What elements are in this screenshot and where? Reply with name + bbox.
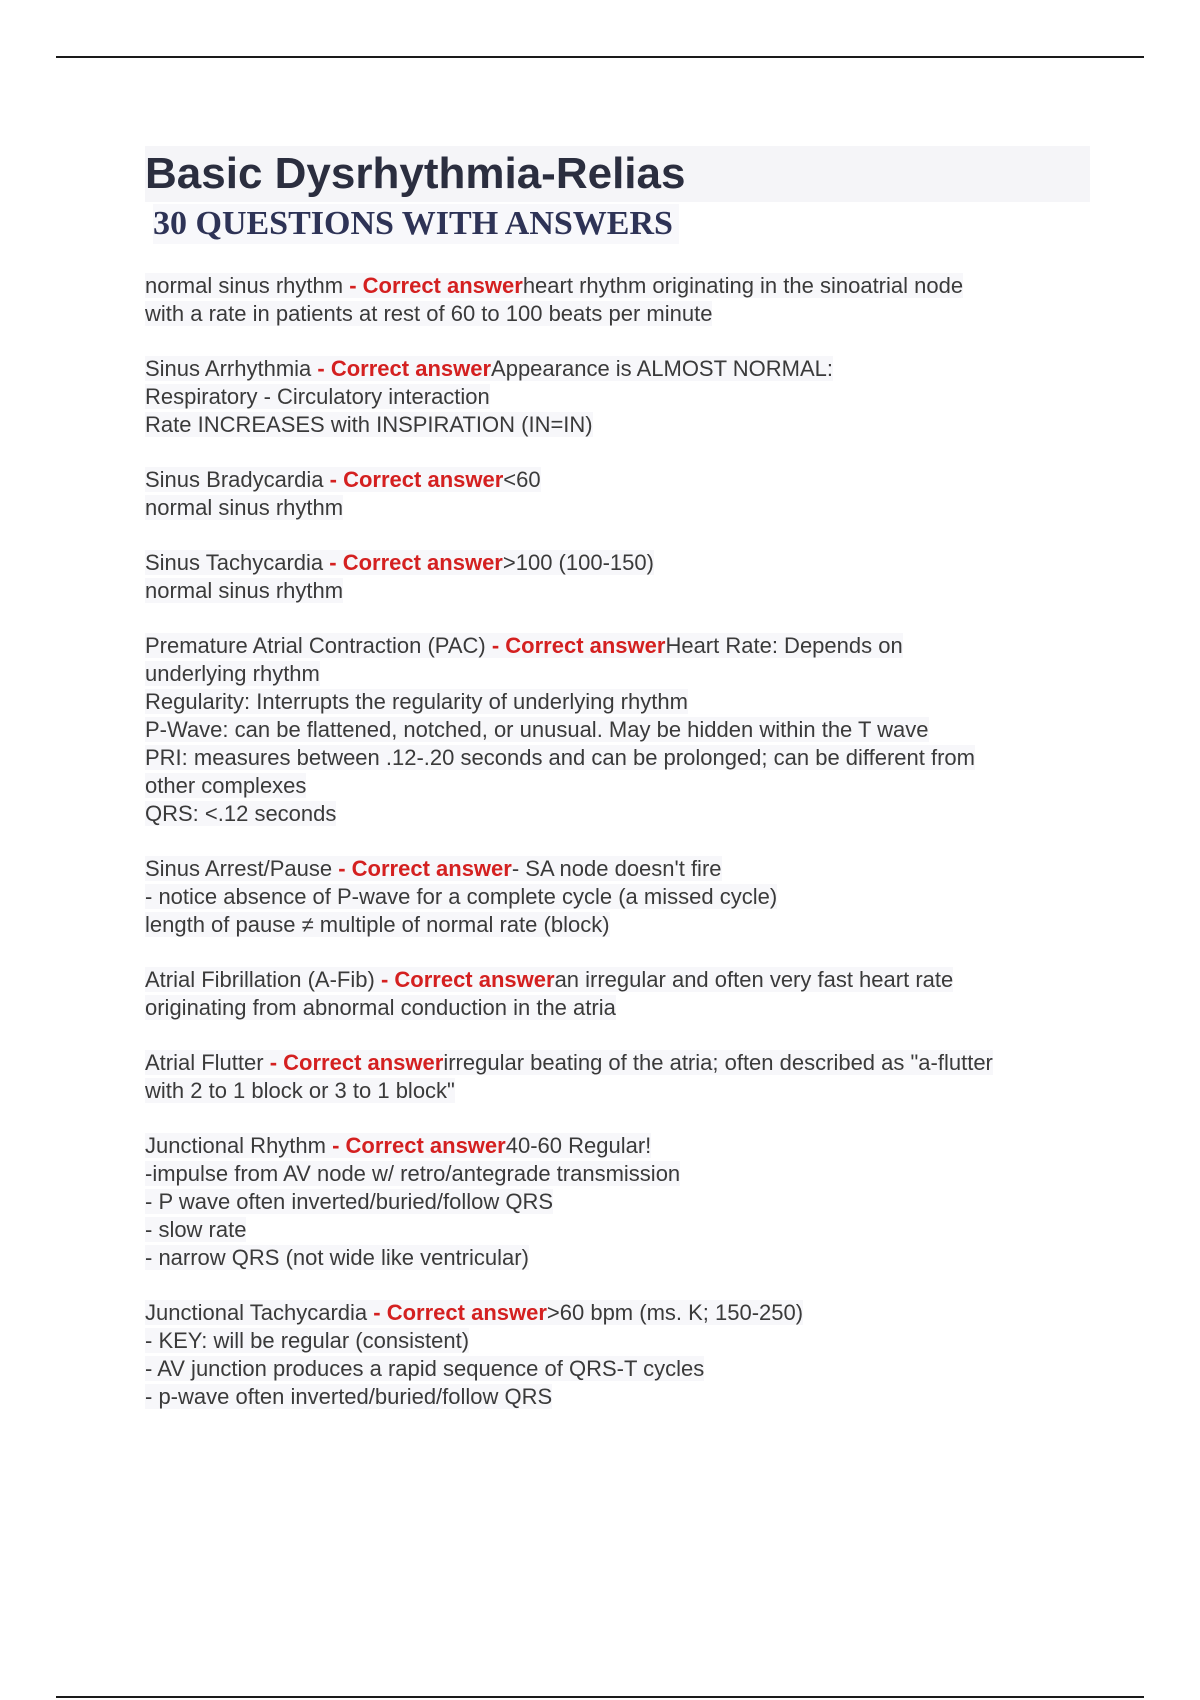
qa-answer-line [145, 772, 1090, 800]
qa-answer: <60 [503, 467, 541, 492]
correct-answer-label: - Correct answer [323, 550, 503, 575]
qa-answer-text: - notice absence of P-wave for a complete cycle (a missed cycle) [145, 884, 778, 909]
qa-answer-text: QRS: <.12 seconds [145, 801, 337, 826]
qa-answer-line [145, 1327, 1090, 1355]
document-body [145, 146, 1090, 1438]
qa-answer-line [145, 411, 1090, 439]
correct-answer-label: - Correct answer [332, 856, 512, 881]
qa-answer-line [145, 1383, 1090, 1411]
qa-answer-line [145, 494, 1090, 522]
qa-answer-line [145, 1160, 1090, 1188]
qa-answer-line [145, 577, 1090, 605]
qa-answer-text: normal sinus rhythm [145, 495, 344, 520]
qa-answer-line [145, 883, 1090, 911]
qa-answer: Appearance is ALMOST NORMAL: [491, 356, 833, 381]
qa-first-line [145, 966, 1090, 994]
qa-answer-line [145, 1244, 1090, 1272]
correct-answer-label: - Correct answer [485, 633, 666, 658]
qa-line-highlight [145, 550, 654, 575]
qa-first-line [145, 855, 1090, 883]
document-title: Basic Dysrhythmia-Relias [145, 149, 686, 198]
qa-answer: an irregular and often very fast heart rate [554, 967, 954, 992]
title-band [145, 146, 1090, 202]
qa-item [145, 466, 1090, 522]
document-subtitle: 30 QUESTIONS WITH ANSWERS [153, 204, 679, 244]
qa-first-line [145, 1299, 1090, 1327]
qa-answer-text: -impulse from AV node w/ retro/antegrade transmission [145, 1161, 681, 1186]
qa-line-highlight [145, 273, 963, 298]
qa-first-line [145, 1132, 1090, 1160]
correct-answer-label: - Correct answer [374, 967, 555, 992]
qa-item [145, 355, 1090, 439]
qa-first-line [145, 1049, 1090, 1077]
qa-item [145, 1299, 1090, 1411]
qa-term: Junctional Tachycardia [145, 1300, 368, 1325]
qa-answer-text: normal sinus rhythm [145, 578, 344, 603]
qa-first-line [145, 632, 1090, 660]
qa-item [145, 272, 1090, 328]
correct-answer-label: - Correct answer [311, 356, 492, 381]
qa-answer-line [145, 300, 1090, 328]
correct-answer-label: - Correct answer [343, 273, 523, 298]
bottom-rule [56, 1696, 1144, 1698]
qa-line-highlight [145, 1050, 993, 1075]
qa-answer-text: - narrow QRS (not wide like ventricular) [145, 1245, 529, 1270]
qa-answer-text: Respiratory - Circulatory interaction [145, 384, 490, 409]
qa-line-highlight [145, 1133, 651, 1158]
qa-line-highlight [145, 856, 722, 881]
qa-answer-text: with 2 to 1 block or 3 to 1 block" [145, 1078, 455, 1103]
qa-answer-line [145, 994, 1090, 1022]
qa-item [145, 549, 1090, 605]
qa-answer-text: with a rate in patients at rest of 60 to 100 beats per minute [145, 301, 713, 326]
qa-answer-line [145, 1216, 1090, 1244]
qa-item [145, 632, 1090, 828]
qa-answer-text: length of pause ≠ multiple of normal rate (block) [145, 912, 610, 937]
top-rule [56, 56, 1144, 58]
qa-term: normal sinus rhythm [145, 273, 344, 298]
qa-answer-text: - KEY: will be regular (consistent) [145, 1328, 470, 1353]
qa-answer-line [145, 383, 1090, 411]
qa-list [145, 272, 1090, 1411]
qa-line-highlight [145, 967, 953, 992]
qa-answer-text: originating from abnormal conduction in the atria [145, 995, 616, 1020]
qa-first-line [145, 549, 1090, 577]
qa-term: Premature Atrial Contraction (PAC) [145, 633, 486, 658]
qa-answer: irregular beating of the atria; often described as "a-flutter [443, 1050, 993, 1075]
qa-item [145, 1049, 1090, 1105]
qa-answer-line [145, 688, 1090, 716]
qa-term: Atrial Flutter [145, 1050, 264, 1075]
qa-line-highlight [145, 1300, 803, 1325]
qa-term: Junctional Rhythm [145, 1133, 326, 1158]
qa-answer-text: - P wave often inverted/buried/follow QRS [145, 1189, 554, 1214]
qa-answer-text: - p-wave often inverted/buried/follow QRS [145, 1384, 553, 1409]
qa-term: Sinus Arrhythmia [145, 356, 312, 381]
qa-first-line [145, 466, 1090, 494]
qa-answer: 40-60 Regular! [505, 1133, 652, 1158]
qa-answer-text: other complexes [145, 773, 307, 798]
qa-answer-text: - AV junction produces a rapid sequence of QRS-T cycles [145, 1356, 705, 1381]
qa-first-line [145, 355, 1090, 383]
qa-first-line [145, 272, 1090, 300]
qa-answer-text: underlying rhythm [145, 661, 320, 686]
qa-answer-line [145, 660, 1090, 688]
qa-answer: heart rhythm originating in the sinoatrial node [522, 273, 964, 298]
qa-term: Atrial Fibrillation (A-Fib) [145, 967, 375, 992]
qa-line-highlight [145, 467, 541, 492]
qa-answer-line [145, 716, 1090, 744]
qa-answer-line [145, 1355, 1090, 1383]
qa-term: Sinus Bradycardia [145, 467, 324, 492]
qa-answer-line [145, 1188, 1090, 1216]
correct-answer-label: - Correct answer [323, 467, 504, 492]
qa-term: Sinus Tachycardia [145, 550, 324, 575]
qa-item [145, 855, 1090, 939]
qa-answer-line [145, 800, 1090, 828]
correct-answer-label: - Correct answer [367, 1300, 547, 1325]
qa-item [145, 966, 1090, 1022]
qa-line-highlight [145, 633, 903, 658]
qa-answer-line [145, 911, 1090, 939]
qa-item [145, 1132, 1090, 1272]
qa-answer-text: PRI: measures between .12-.20 seconds and can be prolonged; can be different from [145, 745, 975, 770]
correct-answer-label: - Correct answer [325, 1133, 506, 1158]
qa-answer: >60 bpm (ms. K; 150-250) [546, 1300, 804, 1325]
qa-answer: >100 (100-150) [502, 550, 654, 575]
qa-answer-text: - slow rate [145, 1217, 247, 1242]
qa-term: Sinus Arrest/Pause [145, 856, 333, 881]
qa-answer: Heart Rate: Depends on [665, 633, 903, 658]
qa-answer-line [145, 744, 1090, 772]
qa-answer-text: Rate INCREASES with INSPIRATION (IN=IN) [145, 412, 593, 437]
qa-answer-line [145, 1077, 1090, 1105]
qa-line-highlight [145, 356, 833, 381]
correct-answer-label: - Correct answer [263, 1050, 444, 1075]
qa-answer-text: Regularity: Interrupts the regularity of underlying rhythm [145, 689, 688, 714]
qa-answer: - SA node doesn't fire [511, 856, 722, 881]
qa-answer-text: P-Wave: can be flattened, notched, or unusual. May be hidden within the T wave [145, 717, 929, 742]
